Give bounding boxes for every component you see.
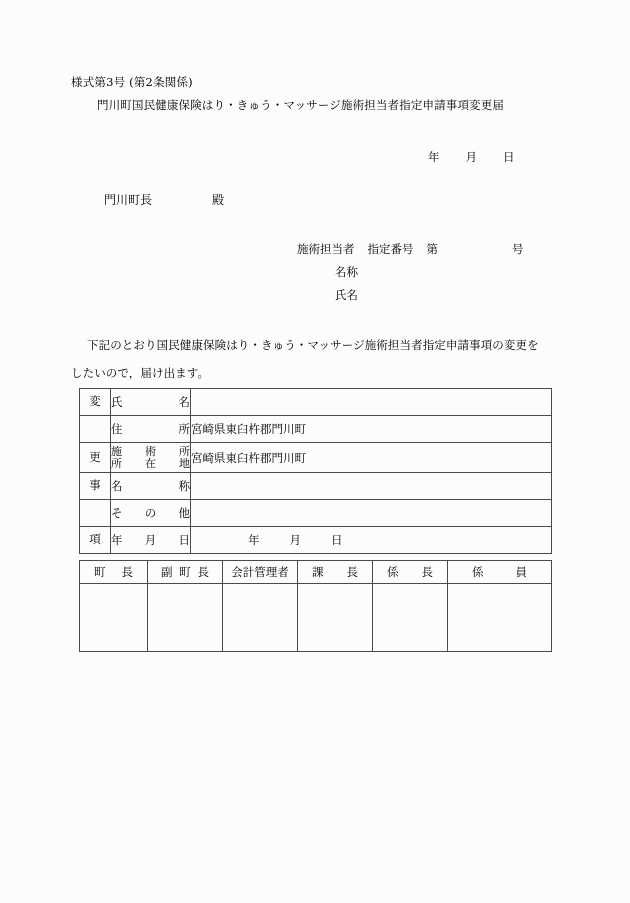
label-char: 副 <box>161 565 173 579</box>
row-label-address-text <box>111 421 190 437</box>
label-char: 町 <box>94 565 106 579</box>
vertical-label-char-4: 項 <box>80 527 111 554</box>
stamp-cell-staff[interactable] <box>448 584 552 652</box>
addressee-name: 門川町長 <box>104 193 153 207</box>
addressee-honorific: 殿 <box>212 193 225 207</box>
stamp-header-text <box>148 564 222 580</box>
value-year-label: 年 <box>248 533 260 547</box>
row-value-facility-location[interactable]: 宮崎県東臼杵郡門川町 <box>191 443 552 473</box>
stamp-header-text <box>448 564 551 580</box>
date-year-label: 年 <box>428 150 440 164</box>
stamp-header-text <box>80 564 147 580</box>
row-label-date <box>111 527 191 554</box>
stamp-cell-section-chief[interactable] <box>298 584 373 652</box>
label-char: 術 <box>145 444 156 458</box>
number-suffix: 号 <box>512 242 524 256</box>
label-char: 他 <box>178 506 190 520</box>
stamp-column-header-accounting-manager <box>223 561 298 584</box>
date-line <box>428 149 515 165</box>
row-value-fullname[interactable] <box>191 389 552 416</box>
label-char: 名 <box>111 479 123 493</box>
vertical-label-spacer <box>80 500 111 527</box>
label-char: 所 <box>178 422 190 436</box>
row-label-date-text <box>111 532 190 548</box>
row-label-facility-location-line2 <box>111 458 190 470</box>
applicant-role-label: 施術担当者 <box>297 242 355 256</box>
table-row <box>80 473 552 500</box>
label-char: 施 <box>111 444 122 458</box>
table-row <box>80 500 552 527</box>
row-value-other[interactable] <box>191 500 552 527</box>
stamp-cell-accounting-manager[interactable] <box>223 584 298 652</box>
label-char: 員 <box>515 565 527 579</box>
applicant-person-name-row <box>297 284 524 307</box>
row-value-date[interactable] <box>191 527 552 554</box>
row-value-address[interactable]: 宮崎県東臼杵郡門川町 <box>191 416 552 443</box>
vertical-label-spacer <box>80 416 111 443</box>
applicant-person-name-label: 氏名 <box>335 288 358 302</box>
number-prefix: 第 <box>426 242 438 256</box>
label-char: 長 <box>421 565 433 579</box>
value-day-label: 日 <box>331 533 343 547</box>
body-line-1: 下記のとおり国民健康保険はり・きゅう・マッサージ施術担当者指定申請事項の変更を <box>87 338 539 352</box>
body-paragraph <box>71 331 557 387</box>
date-month-label: 月 <box>465 150 477 164</box>
label-char: 称 <box>178 479 190 493</box>
table-row <box>80 389 552 416</box>
stamp-column-header-staff <box>448 561 552 584</box>
label-char: 月 <box>144 533 157 547</box>
approval-stamp-table <box>79 560 552 652</box>
stamp-cell-subsection-chief[interactable] <box>373 584 448 652</box>
row-label-facility-location-line1 <box>111 446 190 458</box>
applicant-office-name-label: 名称 <box>335 265 358 279</box>
label-char: 日 <box>178 533 190 547</box>
vertical-label-char-3: 事 <box>80 473 111 500</box>
table-row <box>80 527 552 554</box>
row-label-office-name-text <box>111 478 190 494</box>
label-char: 係 <box>472 565 484 579</box>
label-char: 名 <box>178 395 190 409</box>
stamp-header-text <box>373 564 447 580</box>
change-items-table <box>79 388 552 554</box>
label-char: 住 <box>111 422 123 436</box>
table-row <box>80 443 552 473</box>
stamp-cell-mayor[interactable] <box>80 584 148 652</box>
row-label-office-name <box>111 473 191 500</box>
date-day-label: 日 <box>503 150 515 164</box>
label-char: 長 <box>121 565 133 579</box>
label-char: 氏 <box>111 395 123 409</box>
row-label-address <box>111 416 191 443</box>
row-label-facility-location <box>111 443 191 473</box>
label-char: 町 <box>179 565 191 579</box>
applicant-block <box>297 238 524 307</box>
vertical-label-char-1: 変 <box>80 389 111 416</box>
designation-number-label: 指定番号 <box>367 242 414 256</box>
applicant-office-name-row <box>297 261 524 284</box>
body-line-2: したいので，届け出ます。 <box>71 366 210 380</box>
row-label-other <box>111 500 191 527</box>
stamp-column-header-subsection-chief <box>373 561 448 584</box>
stamp-cell-deputy-mayor[interactable] <box>148 584 223 652</box>
addressee <box>104 191 224 208</box>
document-title: 門川町国民健康保険はり・きゅう・マッサージ施術担当者指定申請事項変更届 <box>97 98 505 112</box>
label-char: 長 <box>197 565 209 579</box>
label-char: の <box>144 506 157 520</box>
row-value-office-name[interactable] <box>191 473 552 500</box>
stamp-table-header-row <box>80 561 552 584</box>
applicant-designation-row <box>297 238 524 261</box>
label-char: 在 <box>145 456 156 470</box>
form-number: 様式第3号 (第2条関係) <box>71 75 193 89</box>
label-char: 所 <box>179 444 190 458</box>
row-label-fullname <box>111 389 191 416</box>
stamp-header-text: 会計管理者 <box>231 565 289 579</box>
stamp-table-body-row <box>80 584 552 652</box>
row-label-other-text <box>111 505 190 521</box>
label-char: 所 <box>111 456 122 470</box>
vertical-label-char-2: 更 <box>80 443 111 473</box>
stamp-header-text <box>298 564 372 580</box>
value-month-label: 月 <box>289 533 301 547</box>
stamp-column-header-deputy-mayor <box>148 561 223 584</box>
label-char: 係 <box>387 565 399 579</box>
label-char: 年 <box>111 533 123 547</box>
label-char: 課 <box>312 565 324 579</box>
table-row <box>80 416 552 443</box>
label-char: そ <box>111 506 123 520</box>
stamp-column-header-mayor <box>80 561 148 584</box>
label-char: 地 <box>179 456 190 470</box>
label-char: 長 <box>346 565 358 579</box>
stamp-column-header-section-chief <box>298 561 373 584</box>
row-label-fullname-text <box>111 394 190 410</box>
